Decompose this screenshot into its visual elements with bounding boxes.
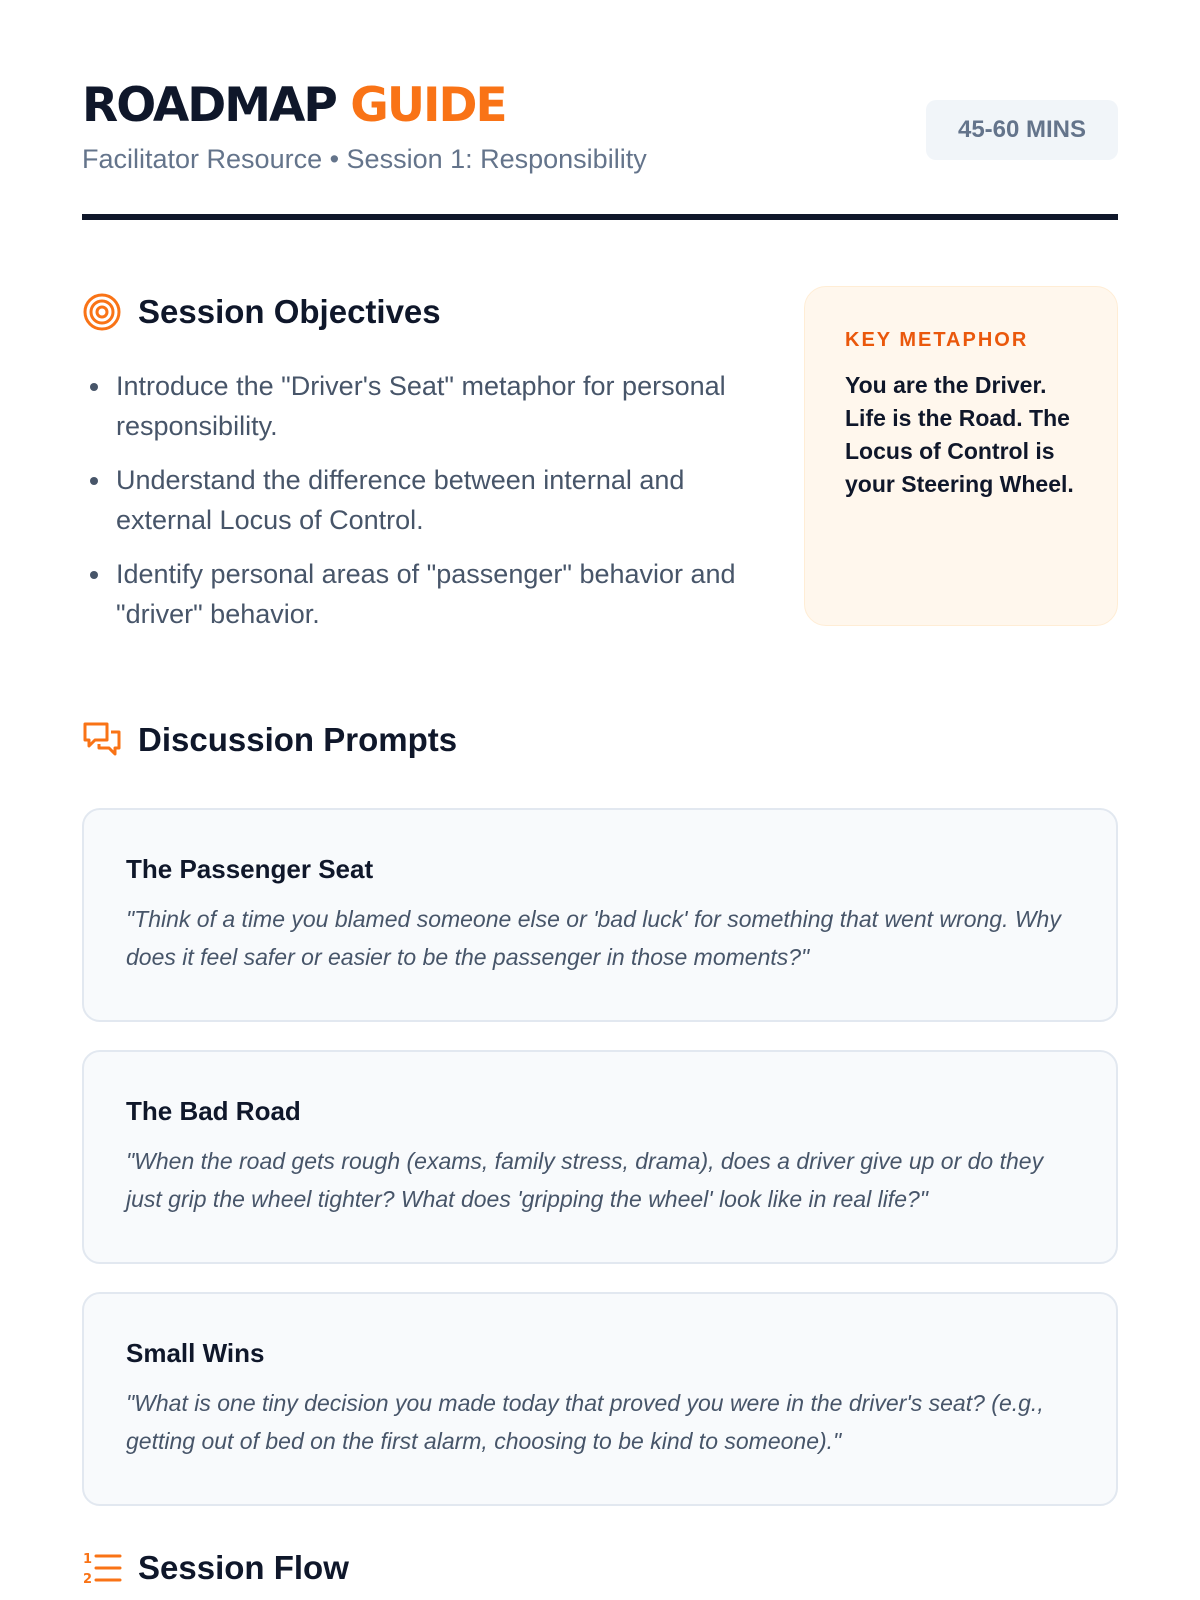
flow-title: Session Flow <box>138 1549 349 1586</box>
prompt-title: The Passenger Seat <box>126 854 374 884</box>
flow-heading <box>82 1546 1118 1590</box>
prompts-heading <box>82 718 1118 762</box>
session-flow-section <box>82 1546 1118 1590</box>
page-subtitle: Facilitator Resource • Session 1: Responsibility <box>82 144 647 174</box>
chat-bubbles-icon <box>82 720 122 760</box>
metaphor-text: You are the Driver. Life is the Road. The Locus of Control is your Steering Wheel. <box>845 372 1074 497</box>
prompt-card-bad-road <box>82 1050 1118 1264</box>
title-main: ROADMAP <box>82 78 336 133</box>
objectives-heading <box>82 290 742 334</box>
prompts-title: Discussion Prompts <box>138 721 458 758</box>
key-metaphor-card <box>804 286 1118 626</box>
svg-text:2: 2 <box>83 1572 93 1587</box>
objective-item: Introduce the "Driver's Seat" metaphor for personal responsibility. <box>82 366 742 446</box>
discussion-prompts-section <box>82 718 1118 1506</box>
objectives-row <box>82 286 1118 648</box>
page-title <box>82 78 647 134</box>
metaphor-label: KEY METAPHOR <box>845 329 1029 351</box>
header-text <box>82 78 647 176</box>
objectives-section <box>82 286 742 648</box>
prompt-text: "When the road gets rough (exams, family stress, drama), does a driver give up or do they just grip the wheel tighter? What does 'gripping the wheel' look like in real life?" <box>126 1148 1044 1212</box>
prompt-text: "What is one tiny decision you made today that proved you were in the driver's seat? (e.g., getting out of bed on the first alarm, choosing to be kind to someone)." <box>126 1390 1044 1454</box>
prompt-text: "Think of a time you blamed someone else or 'bad luck' for something that went wrong. Why does it feel safer or easier to be the passenger in those moments?" <box>126 906 1061 970</box>
objective-item: Identify personal areas of "passenger" behavior and "driver" behavior. <box>82 554 742 634</box>
objective-list <box>82 366 742 634</box>
target-icon <box>82 292 122 332</box>
prompt-title: The Bad Road <box>126 1096 301 1126</box>
title-accent: GUIDE <box>350 78 506 133</box>
header <box>82 78 1118 220</box>
duration-badge: 45-60 MINS <box>926 100 1118 160</box>
svg-text:1: 1 <box>83 1552 93 1567</box>
numbered-list-icon <box>82 1548 122 1588</box>
prompt-title: Small Wins <box>126 1338 265 1368</box>
prompt-card-passenger-seat <box>82 808 1118 1022</box>
prompt-list <box>82 808 1118 1506</box>
objectives-title: Session Objectives <box>138 293 441 330</box>
objective-item: Understand the difference between internal and external Locus of Control. <box>82 460 742 540</box>
prompt-card-small-wins <box>82 1292 1118 1506</box>
